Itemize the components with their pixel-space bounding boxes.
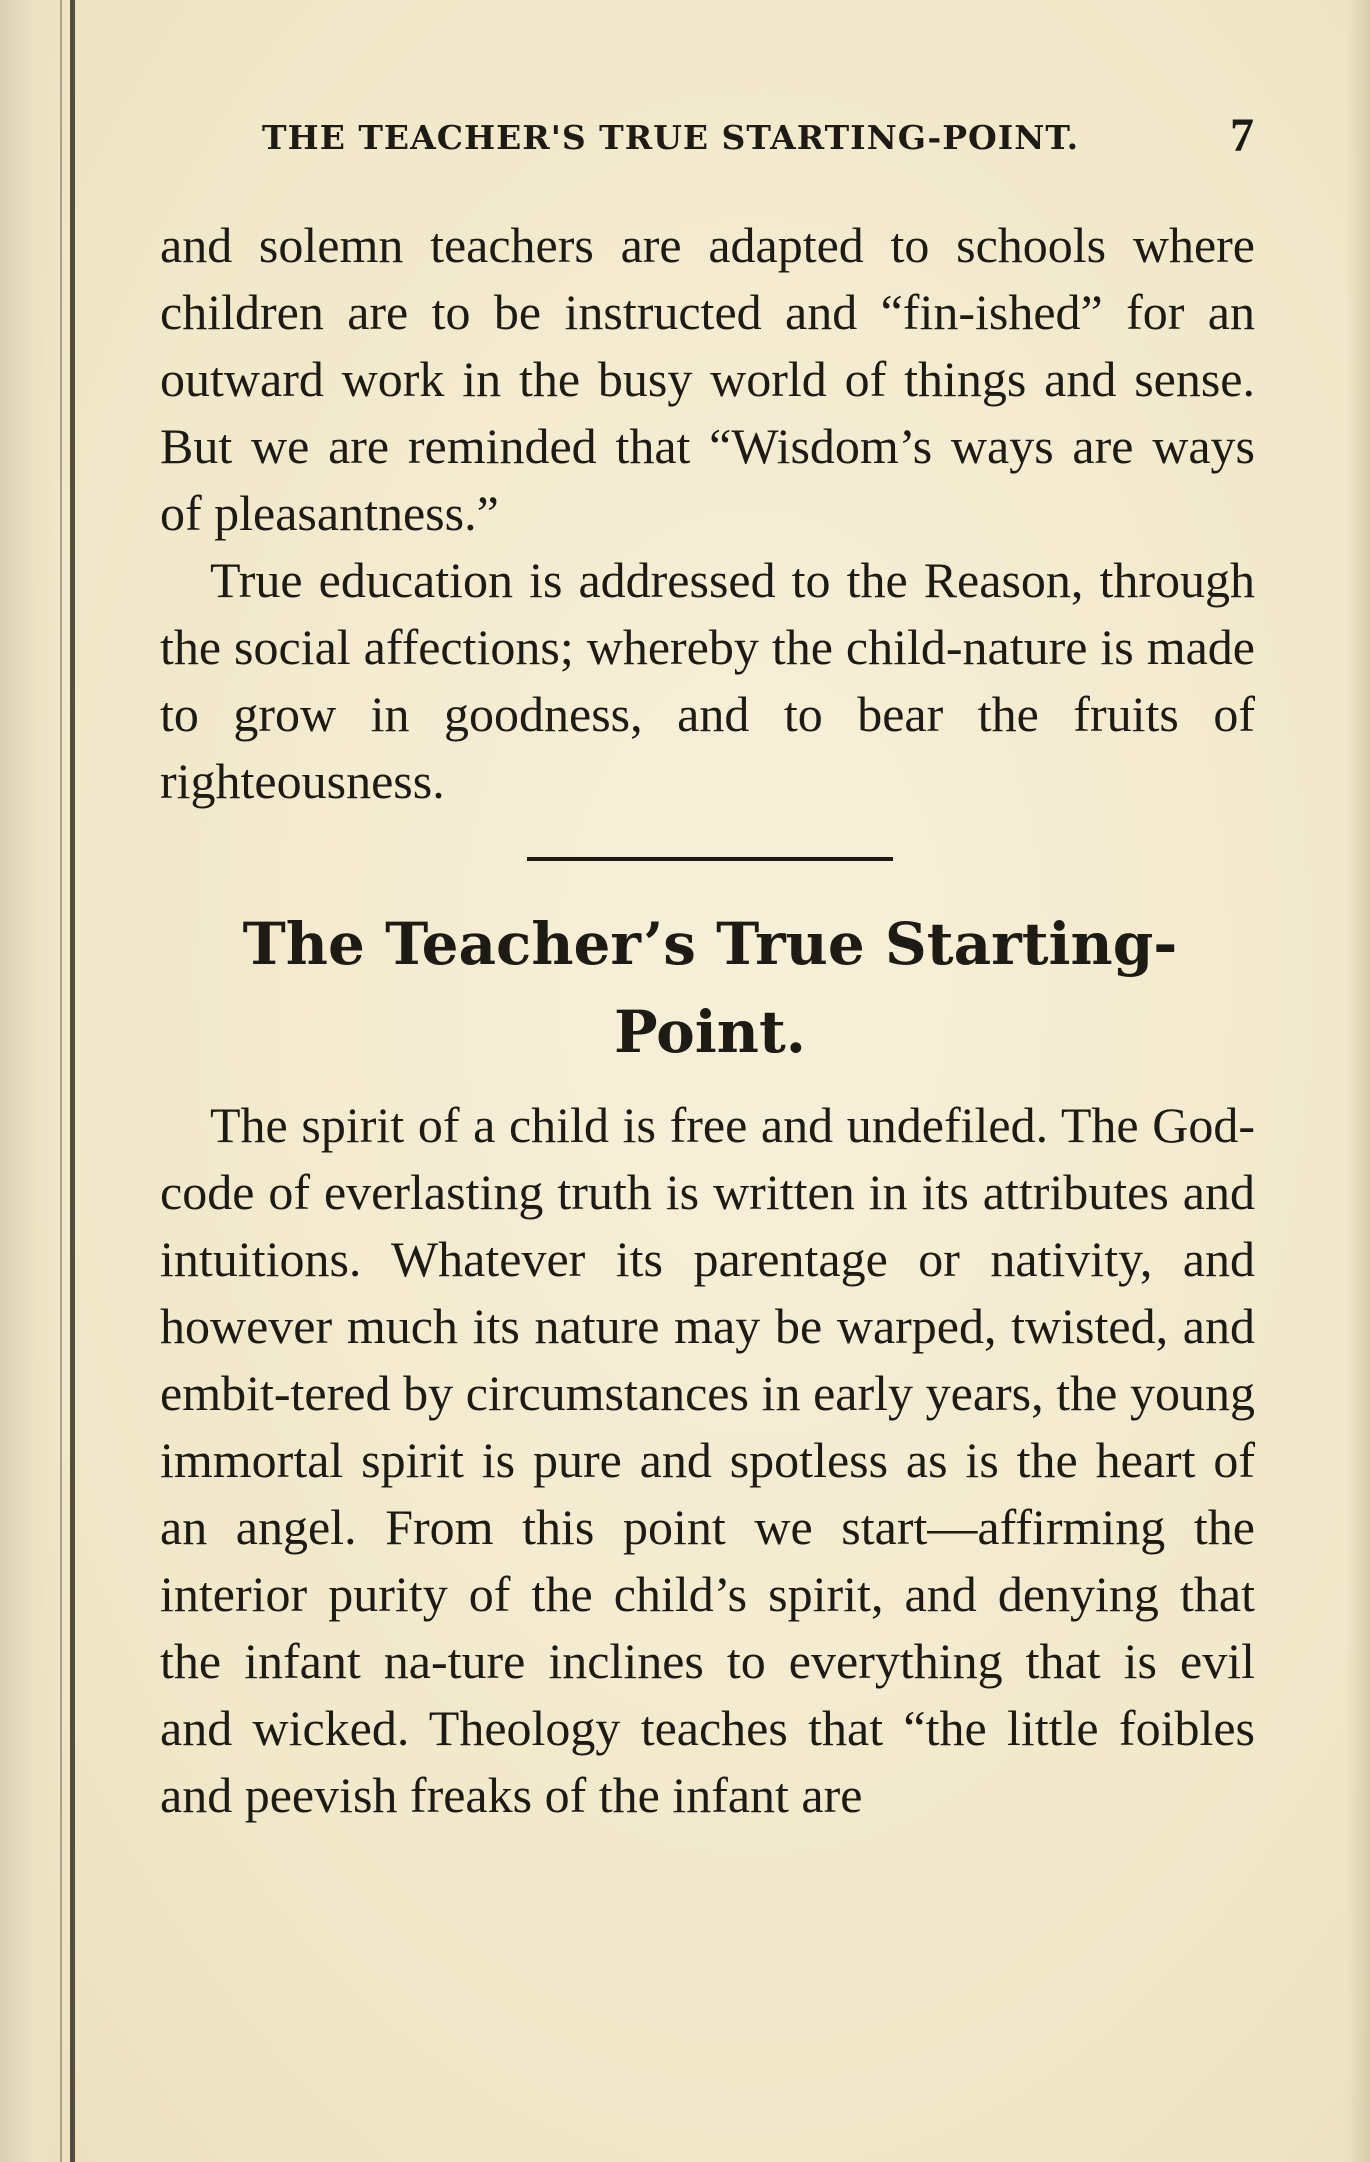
section-heading: The Teacher’s True Starting-Point. xyxy=(242,910,1178,1066)
bottom-text-block xyxy=(160,1092,1255,1829)
binding-edge-line xyxy=(60,0,62,2162)
top-text-block xyxy=(160,212,1255,815)
paragraph: True education is addressed to the Reason, through the social affections; whereby the child-nature is made to grow in goodness, and to bear the fruits of righteousness. xyxy=(160,552,1255,809)
page-edge-shadow xyxy=(1346,0,1370,2162)
binding-line xyxy=(70,0,75,2162)
page-number: 7 xyxy=(1230,109,1254,162)
running-head: THE TEACHER'S TRUE STARTING-POINT. xyxy=(262,118,1080,157)
page-gutter-shadow xyxy=(0,0,58,2162)
section-divider-rule xyxy=(527,857,893,861)
paragraph-continued: and solemn teachers are adapted to schools where children are to be instructed and “fin-ished” for an outward work in the busy world of things and sense. But we are reminded that “Wisdom’s ways are ways of pleasantness.” xyxy=(160,217,1255,541)
paragraph: The spirit of a child is free and undefiled. The God-code of everlasting truth is written in its attributes and intuitions. Whatever its parentage or nativity, and however much its nature may be warped, twisted, and embit-tered by circumstances in early years, the young immortal spirit is pure and spotless as is the heart of an angel. From this point we start—affirming the interior purity of the child’s spirit, and denying that the infant na-ture inclines to everything that is evil and wicked. Theology teaches that “the little foibles and peevish freaks of the infant are xyxy=(160,1097,1255,1823)
